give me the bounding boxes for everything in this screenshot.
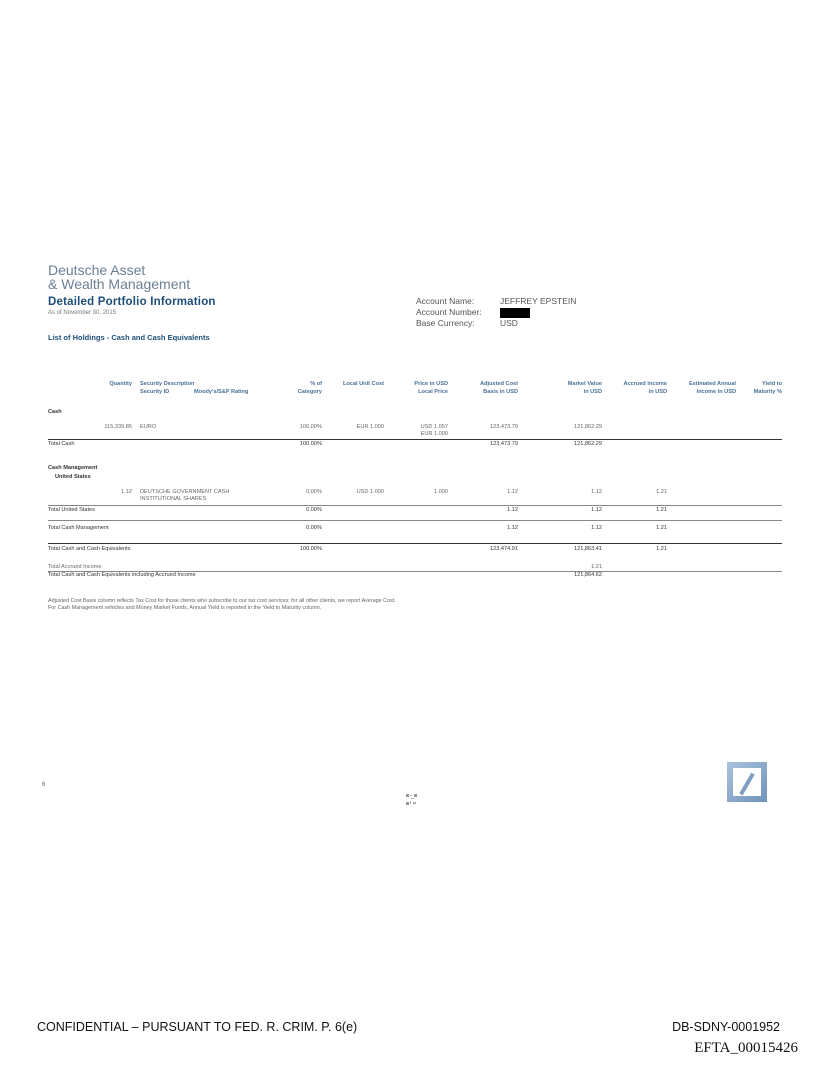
col-quantity: Quantity (109, 381, 132, 387)
grand-total-market-value: 121,863.41 (574, 546, 602, 552)
cell-market-value: 121,862.29 (574, 424, 602, 430)
page-title: Detailed Portfolio Information (48, 296, 216, 308)
total-us-market-value: 1.12 (591, 507, 602, 513)
col-pct-2: Category (297, 389, 322, 395)
cell-local-unit-cost: USD 1.000 (356, 489, 384, 495)
account-number-redaction (500, 308, 530, 318)
cell-price-usd: 1.000 (434, 489, 448, 495)
group-cash: Cash (48, 409, 62, 415)
col-ytm-1: Yield to (762, 381, 782, 387)
col-ytm-2: Maturity % (753, 389, 782, 395)
divider (48, 505, 782, 506)
cell-local-unit-cost: EUR 1.000 (356, 424, 384, 430)
account-name-label: Account Name: (416, 296, 475, 306)
base-currency-value: USD (500, 318, 518, 328)
col-security-description: Security Description (140, 381, 195, 387)
col-adjusted-cost-1: Adjusted Cost (480, 381, 518, 387)
grand-total-label: Total Cash and Cash Equivalents (48, 546, 131, 552)
cell-pct: 100.00% (299, 424, 322, 430)
total-cash-mgmt-market-value: 1.12 (591, 525, 602, 531)
col-pct-1: % of (310, 381, 322, 387)
barcode-icon (405, 793, 418, 806)
total-cash-pct: 100.00% (299, 441, 322, 447)
total-including-value: 121,864.62 (574, 572, 602, 578)
total-accrued-income-label: Total Accrued Income (48, 564, 102, 570)
total-accrued-income-value: 1.21 (591, 564, 602, 570)
subgroup-united-states: United States (55, 474, 91, 480)
footnote-2: For Cash Management vehicles and Money Market Funds, Annual Yield is reported in the Yield to Maturity column. (48, 605, 322, 611)
total-cash-adjusted-cost: 123,473.79 (490, 441, 518, 447)
total-including-label: Total Cash and Cash Equivalents including Accrued Income (48, 572, 196, 578)
divider (48, 439, 782, 440)
col-accrued-income-2: in USD (648, 389, 667, 395)
col-rating: Moody's/S&P Rating (194, 389, 249, 395)
grand-total-adjusted-cost: 123,474.91 (490, 546, 518, 552)
account-number-label: Account Number: (416, 307, 482, 317)
account-info (416, 296, 576, 329)
cell-description-1: DEUTSCHE GOVERNMENT CASH (140, 489, 230, 495)
cell-adjusted-cost: 123,473.79 (490, 424, 518, 430)
cell-local-price: EUR 1.000 (420, 431, 448, 437)
total-us-label: Total United States (48, 507, 95, 513)
confidential-notice: CONFIDENTIAL – PURSUANT TO FED. R. CRIM. P. 6(e) (37, 1020, 358, 1034)
total-cash-label: Total Cash (48, 441, 75, 447)
cell-adjusted-cost: 1.12 (507, 489, 518, 495)
total-us-pct: 0.00% (306, 507, 322, 513)
col-accrued-income-1: Accrued Income (623, 381, 667, 387)
col-market-value-1: Market Value (567, 381, 602, 387)
total-cash-mgmt-pct: 0.00% (306, 525, 322, 531)
total-cash-mgmt-accrued-income: 1.21 (656, 525, 667, 531)
grand-total-pct: 100.00% (299, 546, 322, 552)
col-est-annual-income-1: Estimated Annual (688, 381, 736, 387)
group-cash-management: Cash Management (48, 465, 98, 471)
col-price-2: Local Price (418, 389, 448, 395)
cell-market-value: 1.12 (591, 489, 602, 495)
grand-total-accrued-income: 1.21 (656, 546, 667, 552)
col-est-annual-income-2: Income in USD (696, 389, 736, 395)
divider (48, 520, 782, 521)
total-cash-mgmt-adjusted-cost: 1.12 (507, 525, 518, 531)
bates-number-2: EFTA_00015426 (694, 1040, 798, 1056)
as-of-date: As of November 30, 2015 (48, 310, 117, 316)
bates-number-1: DB-SDNY-0001952 (672, 1020, 780, 1034)
cell-quantity: 1.12 (121, 489, 132, 495)
col-local-unit-cost: Local Unit Cost (342, 381, 384, 387)
page-number: 6 (42, 782, 46, 788)
account-name-value: JEFFREY EPSTEIN (500, 296, 577, 306)
base-currency-label: Base Currency: (416, 318, 475, 328)
total-cash-mgmt-label: Total Cash Management (48, 525, 109, 531)
footnote-1: Adjusted Cost Basis column reflects Tax Cost for those clients who subscribe to our tax cost services; for all other clients, we report Average Cost. (48, 598, 396, 604)
divider (48, 543, 782, 544)
cell-description-2: INSTITUTIONAL SHARES (140, 496, 207, 502)
total-us-accrued-income: 1.21 (656, 507, 667, 513)
col-adjusted-cost-2: Basis in USD (483, 389, 518, 395)
brand-line-1: Deutsche Asset (48, 262, 146, 278)
brand-logo-text (48, 263, 190, 291)
col-price-1: Price in USD (414, 381, 448, 387)
section-title: List of Holdings - Cash and Cash Equivalents (48, 333, 210, 342)
cell-accrued-income: 1.21 (656, 489, 667, 495)
brand-line-2: & Wealth Management (48, 276, 191, 292)
total-us-adjusted-cost: 1.12 (507, 507, 518, 513)
col-security-id: Security ID (140, 389, 170, 395)
cell-price-usd: USD 1.057 (420, 424, 448, 430)
cell-pct: 0.00% (306, 489, 322, 495)
total-cash-market-value: 121,862.29 (574, 441, 602, 447)
deutsche-bank-logo-icon (727, 762, 767, 802)
col-market-value-2: in USD (583, 389, 602, 395)
cell-quantity: 115,339.85 (104, 424, 132, 430)
cell-description: EURO (140, 424, 157, 430)
